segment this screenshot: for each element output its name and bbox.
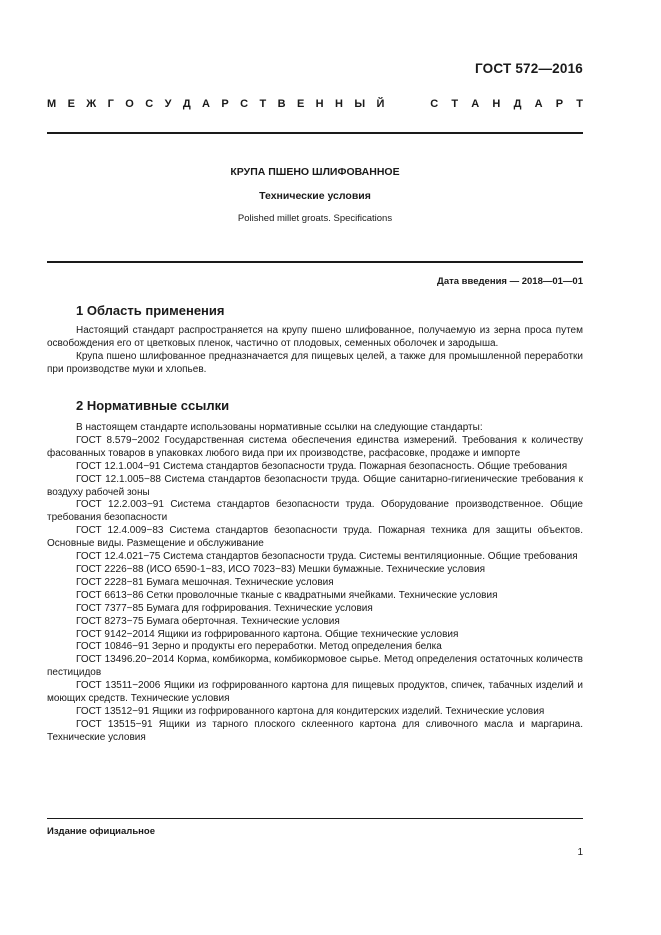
page-number: 1 — [577, 847, 583, 858]
banner-letter: А — [202, 98, 210, 110]
banner-letter: Ы — [354, 98, 366, 110]
document-english-title: Polished millet groats. Specifications — [237, 213, 393, 224]
official-edition-label: Издание официальное — [47, 826, 155, 837]
section-references-text — [47, 422, 583, 745]
banner-letter: Д — [182, 98, 191, 110]
banner-letter: О — [125, 98, 134, 110]
banner-letter: Н — [492, 98, 501, 110]
reference-item: ГОСТ 7377−85 Бумага для гофрирования. Технические условия — [76, 602, 373, 614]
reference-item: ГОСТ 2226−88 (ИСО 6590-1−83, ИСО 7023−83) Мешки бумажные. Технические условия — [76, 563, 486, 575]
title-rule — [47, 261, 583, 263]
banner-letter: А — [534, 98, 543, 110]
banner-letter: Т — [451, 98, 459, 110]
reference-item: ГОСТ 12.4.009−83 Система стандартов безопасности труда. Пожарная техника для защиты объектов. Основные виды. Размещение и обслуживание — [47, 525, 583, 550]
banner-letter: С — [430, 98, 439, 110]
reference-item: ГОСТ 2228−81 Бумага мешочная. Технические условия — [76, 576, 334, 588]
top-rule — [47, 132, 583, 134]
footer-rule — [47, 818, 583, 819]
reference-item: ГОСТ 13496.20−2014 Корма, комбикорма, комбикормовое сырье. Метод определения остаточных количеств пестицидов — [47, 654, 583, 679]
banner-letter: Р — [221, 98, 229, 110]
banner-letter: Т — [576, 98, 583, 110]
reference-item: ГОСТ 13515−91 Ящики из тарного плоского склеенного картона для сливочного масла и маргарина. Технические условия — [47, 718, 583, 743]
interstate-standard-banner — [47, 98, 583, 110]
banner-letter: Е — [296, 98, 305, 110]
reference-item: ГОСТ 12.1.004−91 Система стандартов безопасности труда. Пожарная безопасность. Общие требования — [76, 460, 568, 472]
banner-letter: С — [240, 98, 249, 110]
banner-word-standard — [430, 98, 583, 110]
section-scope-text — [47, 325, 583, 377]
banner-letter: Е — [67, 98, 75, 110]
document-subtitle: Технические условия — [259, 190, 371, 202]
document-title: КРУПА ПШЕНО ШЛИФОВАННОЕ — [230, 166, 400, 178]
section-heading-references: 2 Нормативные ссылки — [76, 398, 230, 413]
reference-item: ГОСТ 13511−2006 Ящики из гофрированного картона для пищевых продуктов, спичек, табачных изделий и моющих средств. Технические условия — [47, 680, 583, 705]
banner-letter: Т — [259, 98, 267, 110]
reference-item: ГОСТ 12.1.005−88 Система стандартов безопасности труда. Общие санитарно-гигиенические требования к воздуху рабочей зоны — [47, 473, 583, 498]
gost-number: ГОСТ 572—2016 — [474, 61, 583, 76]
reference-item: ГОСТ 12.4.021−75 Система стандартов безопасности труда. Системы вентиляционные. Общие требования — [76, 551, 578, 563]
banner-letter: В — [277, 98, 286, 110]
banner-letter: А — [471, 98, 480, 110]
reference-item: ГОСТ 9142−2014 Ящики из гофрированного картона. Общие технические условия — [76, 628, 459, 640]
section-heading-scope: 1 Область применения — [76, 303, 225, 318]
reference-item: ГОСТ 6613−86 Сетки проволочные тканые с квадратными ячейками. Технические условия — [76, 589, 498, 601]
banner-letter: Н — [335, 98, 343, 110]
banner-letter: Ж — [86, 98, 97, 110]
paragraph: Настоящий стандарт распространяется на крупу пшено шлифованное, получаемую из зерна проса путем освобождения его от цветковых пленок, частично от плодовых, семенных оболочек и зародыша. — [47, 325, 583, 349]
reference-item: ГОСТ 8273−75 Бумага оберточная. Технические условия — [76, 615, 340, 627]
banner-letter: Д — [513, 98, 522, 110]
reference-item: ГОСТ 12.2.003−91 Система стандартов безопасности труда. Оборудование производственное. Общие требования безопасности — [47, 499, 583, 524]
reference-item: ГОСТ 10846−91 Зерно и продукты его переработки. Метод определения белка — [76, 641, 442, 653]
banner-letter: Й — [376, 98, 385, 110]
banner-letter: С — [145, 98, 154, 110]
banner-letter: М — [47, 98, 57, 110]
reference-item: ГОСТ 13512−91 Ящики из гофрированного картона для кондитерских изделий. Технические условия — [76, 705, 545, 717]
paragraph: В настоящем стандарте использованы нормативные ссылки на следующие стандарты: — [76, 422, 483, 433]
banner-letter: Р — [555, 98, 564, 110]
introduction-date: Дата введения — 2018—01—01 — [437, 276, 583, 287]
banner-word-interstate — [47, 98, 384, 110]
banner-letter: У — [164, 98, 172, 110]
reference-item: ГОСТ 8.579−2002 Государственная система обеспечения единства измерений. Требования к количеству фасованных товаров в упаковках любого вида при их производстве, расфасовке, продаже и импорте — [47, 434, 583, 459]
banner-letter: Н — [315, 98, 324, 110]
banner-letter: Г — [107, 98, 114, 110]
paragraph: Крупа пшено шлифованное предназначается для пищевых целей, а также для промышленной переработки при производстве муки и хлопьев. — [47, 350, 583, 375]
